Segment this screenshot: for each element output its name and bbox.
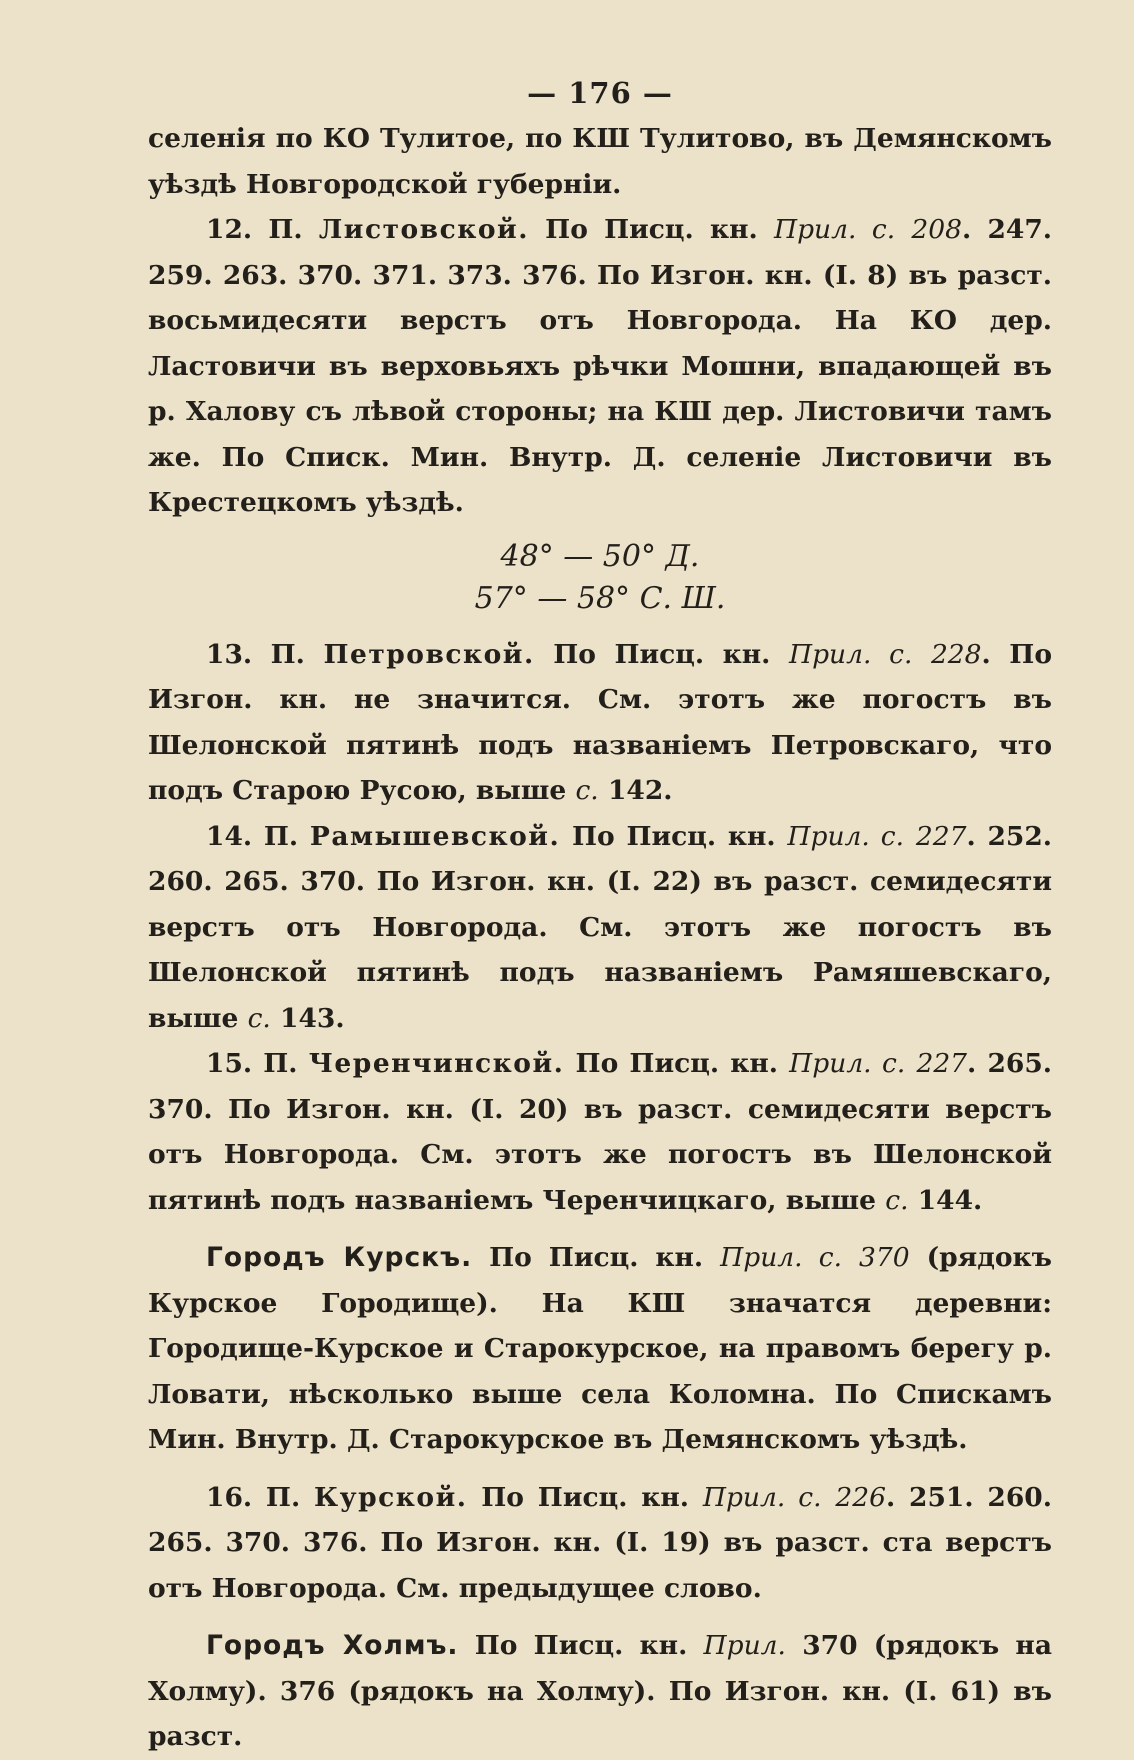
entry-source: По Писц. кн. [545,214,758,245]
see-label: с. [885,1184,909,1216]
see-page: 142. [598,775,673,806]
entry-text: 370 (рядокъ на Холму). 376 (рядокъ на Холму). По Изгон. кн. (I. 61) въ разст. [148,1630,1052,1752]
reference-page: 226 [835,1481,886,1513]
reference-page: 227 [916,1048,968,1079]
entry-city-kholm [148,1623,1052,1760]
entry-text: . По Изгон. кн. не значится. См. этотъ же погостъ въ Шелонской пятинѣ подъ названіемъ Петровскаго, что подъ Старою Русою, выше [148,638,1052,806]
entry-number: 12. П. [206,214,303,245]
entry-number: 14. П. [206,820,299,852]
entry-number: 13. П. [206,638,305,670]
entry-source: По Писц. кн. [571,820,776,852]
coordinates-block [148,536,1052,620]
entry-text: . 251. 260. 265. 370. 376. По Изгон. кн. (I. 19) въ разст. ста верстъ отъ Новгорода. См. предыдущее слово. [148,1481,1052,1604]
entry-text: . 252. 260. 265. 370. По Изгон. кн. (I. 22) въ разст. семидесяти верстъ отъ Новгорода. См. этотъ же погостъ въ Шелонской пятинѣ подъ названіемъ Рамяшевскаго, выше [148,820,1052,1034]
reference-page: 227 [915,820,967,852]
city-heading: Городъ Курскъ. [206,1242,473,1273]
entry-listovskoy [148,207,1052,526]
entry-ramyshevskoy [148,814,1052,1042]
entry-source: По Писц. кн. [489,1242,704,1273]
entry-source: По Писц. кн. [575,1048,778,1079]
entry-city-kursk [148,1235,1052,1463]
reference-label: Прил. с. [720,1242,843,1273]
entry-source: По Писц. кн. [474,1630,688,1661]
page-body [148,116,1052,1760]
see-page: 143. [270,1002,345,1034]
city-heading: Городъ Холмъ. [206,1630,459,1661]
reference-page: 208 [911,214,962,245]
entry-source: По Писц. кн. [553,638,771,670]
reference-label: Прил. [703,1630,786,1661]
entry-name: Курской. [314,1481,468,1513]
entry-petrovskoy [148,632,1052,814]
entry-number: 16. П. [206,1481,301,1513]
see-label: с. [247,1002,271,1034]
entry-name: Листовской. [318,214,529,245]
coordinates-longitude: 48° — 50° Д. [500,538,700,574]
paragraph-continuation: селенія по КО Тулитое, по КШ Тулитово, въ Демянскомъ уѣздѣ Новгородской губерніи. [148,123,1052,200]
entry-number: 15. П. [206,1048,298,1079]
entry-source: По Писц. кн. [481,1481,690,1513]
page-number: — 176 — [527,76,673,110]
reference-label: Прил. с. [702,1481,822,1513]
entry-kurskoy [148,1475,1052,1612]
coordinates-latitude: 57° — 58° С. Ш. [474,580,726,616]
entry-text: . 265. 370. По Изгон. кн. (I. 20) въ разст. семидесяти верстъ отъ Новгорода. См. этотъ же погостъ въ Шелонской пятинѣ подъ названіемъ Черенчицкаго, выше [148,1048,1052,1216]
reference-label: Прил. с. [787,820,905,852]
entry-name: Черенчинской. [308,1048,565,1079]
see-label: с. [575,775,599,806]
reference-label: Прил. с. [789,1048,906,1079]
reference-page: 228 [930,638,982,670]
entry-text: (рядокъ Курское Городище). На КШ значатся деревни: Городище-Курское и Старокурское, на правомъ берегу р. Ловати, нѣсколько выше села Коломна. По Спискамъ Мин. Внутр. Д. Старокурское въ Демянскомъ уѣздѣ. [148,1242,1053,1455]
reference-label: Прил. с. [788,638,913,670]
entry-name: Петровской. [323,638,535,670]
entry-name: Рамышевской. [309,820,561,852]
reference-label: Прил. с. [773,214,896,245]
see-page: 144. [908,1184,983,1216]
entry-cherenchinskoy [148,1041,1052,1223]
entry-text: . 247. 259. 263. 370. 371. 373. 376. По Изгон. кн. (I. 8) въ разст. восьмидесяти верстъ отъ Новгорода. На КО дер. Ластовичи въ верховьяхъ рѣчки Мошни, впадающей въ р. Халову съ лѣвой стороны; на КШ дер. Листовичи тамъ же. По Списк. Мин. Внутр. Д. селеніе Листовичи въ Крестецкомъ уѣздѣ. [148,214,1052,518]
reference-page: 370 [859,1242,910,1273]
